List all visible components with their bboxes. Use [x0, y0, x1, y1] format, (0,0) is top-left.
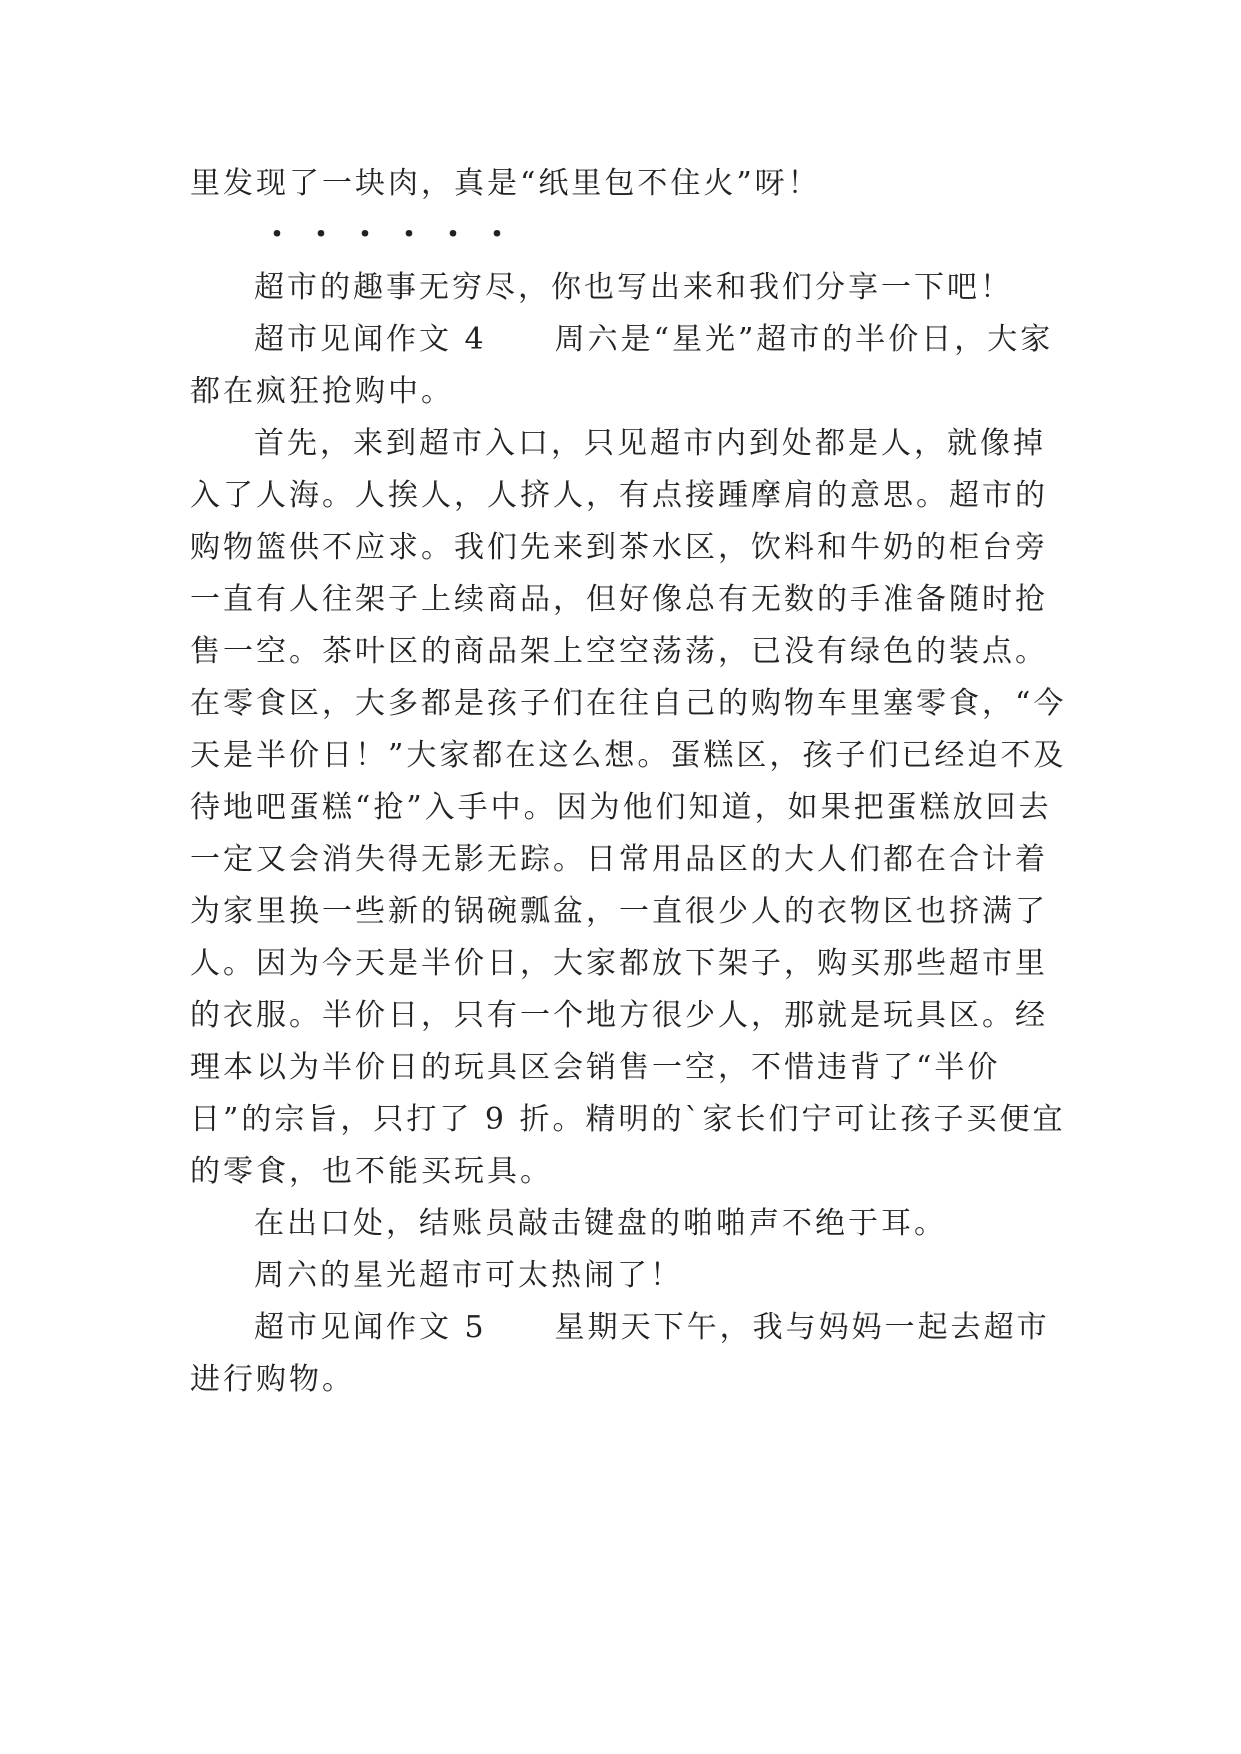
- paragraph-continuation: 里发现了一块肉，真是“纸里包不住火”呀！: [190, 166, 821, 201]
- paragraph: 周六的星光超市可太热闹了！: [254, 1258, 683, 1293]
- paragraph: 在出口处，结账员敲击键盘的啪啪声不绝于耳。: [254, 1206, 947, 1241]
- paragraph: 超市的趣事无穷尽，你也写出来和我们分享一下吧！: [254, 270, 1013, 305]
- document-body: [190, 158, 1070, 1406]
- essay-5-first-sentence: 星期天下午，我与妈妈一起去超市进行购物。: [190, 1310, 1050, 1397]
- essay-heading-5: 超市见闻作文 5: [254, 1310, 487, 1345]
- essay-5-opening: [190, 1302, 1070, 1406]
- essay-heading-4: 超市见闻作文 4: [254, 322, 487, 357]
- essay-4-first-sentence: 周六是“星光”超市的半价日，大家都在疯狂抢购中。: [190, 322, 1054, 409]
- ellipsis-separator: ・・・・・・: [262, 218, 526, 253]
- essay-4-opening: [190, 314, 1070, 418]
- paragraph: 首先，来到超市入口，只见超市内到处都是人，就像掉入了人海。人挨人，人挤人，有点接踵摩肩的意思。超市的购物篮供不应求。我们先来到茶水区，饮料和牛奶的柜台旁一直有人往架子上续商品，但好像总有无数的手准备随时抢售一空。茶叶区的商品架上空空荡荡，已没有绿色的装点。在零食区，大多都是孩子们在往自己的购物车里塞零食，“今天是半价日！”大家都在这么想。蛋糕区，孩子们已经迫不及待地吧蛋糕“抢”入手中。因为他们知道，如果把蛋糕放回去一定又会消失得无影无踪。日常用品区的大人们都在合计着为家里换一些新的锅碗瓢盆，一直很少人的衣物区也挤满了人。因为今天是半价日，大家都放下架子，购买那些超市里的衣服。半价日，只有一个地方很少人，那就是玩具区。经理本以为半价日的玩具区会销售一空，不惜违背了“半价日”的宗旨，只打了 9 折。精明的`家长们宁可让孩子买便宜的零食，也不能买玩具。: [190, 426, 1067, 1189]
